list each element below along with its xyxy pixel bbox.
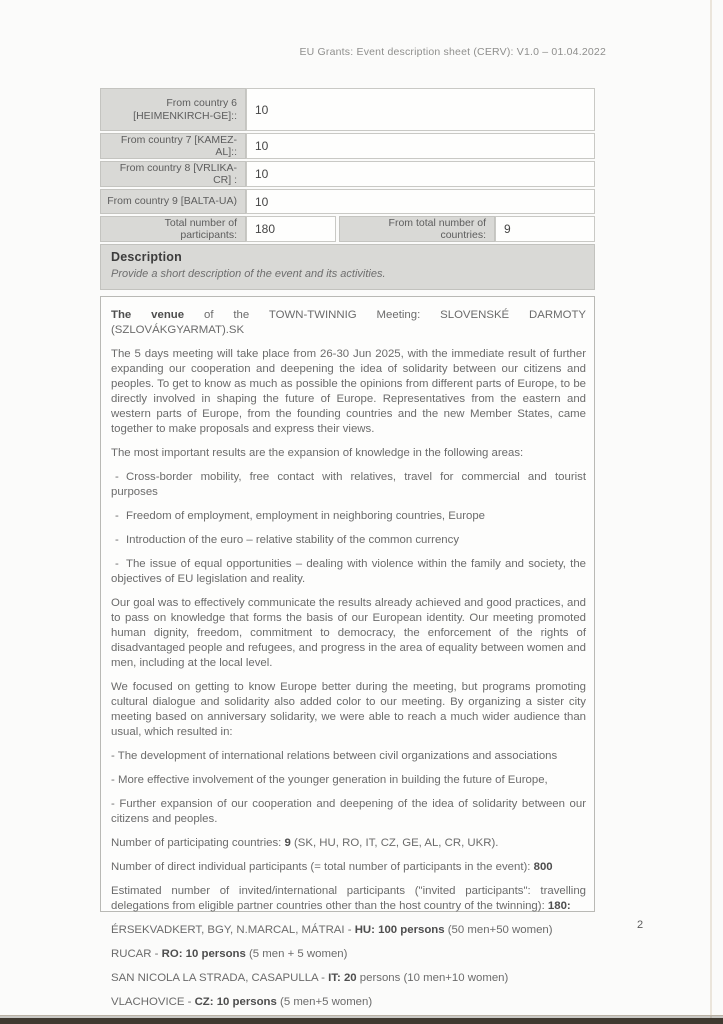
total-countries-value: 9 [495, 216, 595, 242]
paragraph: The most important results are the expansion of knowledge in the following areas: [111, 447, 524, 459]
table-row-country-7 [100, 133, 595, 159]
row-value: 10 [246, 189, 595, 214]
paragraph: The venue of the TOWN-TWINNIG Meeting: SLOVENSKÉ DARMOTY (SZLOVÁKGYARMAT).SK [111, 309, 586, 336]
scan-edge-bottom [0, 1015, 723, 1024]
description-header [100, 244, 595, 290]
paragraph: We focused on getting to know Europe better during the meeting, but programs promoting cultural dialogue and solidarity also added color to our meeting. By organizing a sister city meeting based on anniversary solidarity, we were able to reach a much wider audience than usual, which resulted in: [111, 681, 586, 738]
table-row-country-8 [100, 161, 595, 187]
paragraph: Estimated number of invited/international participants ("invited participants": travelling delegations from eligible partner countries other than the host country of the twinning): 180: [111, 885, 586, 912]
participants-table [100, 88, 595, 244]
paragraph: The 5 days meeting will take place from 26-30 Jun 2025, with the immediate result of further expanding our cooperation and deepening the idea of solidarity between our citizens and peoples. To get to know as much as possible the opinions from different parts of Europe, to be directly involved in shaping the future of Europe. Representatives from the eastern and western parts of Europe, from the founding countries and the new Member States, came together to make proposals and express their views. [111, 348, 586, 435]
table-row-country-9 [100, 189, 595, 214]
description-title: Description [111, 250, 182, 264]
paragraph: - Cross-border mobility, free contact with relatives, travel for commercial and tourist purposes [111, 471, 586, 498]
table-row-totals [100, 216, 595, 242]
row-label: From country 6 [HEIMENKIRCH-GE]:: [100, 88, 246, 131]
paragraph: - The development of international relations between civil organizations and associations [111, 750, 558, 762]
scan-edge-right [710, 0, 712, 1024]
total-participants-label: Total number of participants: [100, 216, 246, 242]
paragraph: RUCAR - RO: 10 persons (5 men + 5 women) [111, 948, 348, 960]
row-value: 10 [246, 133, 595, 159]
paragraph: SAN NICOLA LA STRADA, CASAPULLA - IT: 20 persons (10 men+10 women) [111, 972, 509, 984]
paragraph: - Further expansion of our cooperation and deepening of the idea of solidarity between our citizens and peoples. [111, 798, 586, 825]
table-row-country-6 [100, 88, 595, 131]
paragraph: - The issue of equal opportunities – dealing with violence within the family and society, the objectives of EU legislation and reality. [111, 558, 586, 585]
paragraph: - Freedom of employment, employment in neighboring countries, Europe [115, 510, 485, 522]
page-number: 2 [636, 919, 644, 931]
row-value: 10 [246, 161, 595, 187]
description-body [100, 296, 595, 1008]
paragraph: Number of participating countries: 9 (SK, HU, RO, IT, CZ, GE, AL, CR, UKR). [111, 837, 499, 849]
paragraph: VLACHOVICE - CZ: 10 persons (5 men+5 women) [111, 996, 373, 1008]
row-label: From country 9 [BALTA-UA) [100, 189, 246, 214]
row-label: From country 8 [VRLIKA-CR] : [100, 161, 246, 187]
paragraph: Number of direct individual participants (= total number of participants in the event): 800 [111, 861, 553, 873]
total-participants-value: 180 [246, 216, 336, 242]
paragraph: Our goal was to effectively communicate the results already achieved and good practices, and to pass on knowledge that forms the basis of our European identity. Our meeting promoted human dignity, freedom, commitment to democracy, the enforcement of the rights of disadvantaged people and refugees, and progress in the area of equality between women and men, including at the local level. [111, 597, 586, 669]
row-label: From country 7 [KAMEZ-AL]:: [100, 133, 246, 159]
total-countries-label: From total number of countries: [339, 216, 495, 242]
row-value: 10 [246, 88, 595, 131]
paragraph: - Introduction of the euro – relative stability of the common currency [115, 534, 460, 546]
document-header-note: EU Grants: Event description sheet (CERV): V1.0 – 01.04.2022 [299, 46, 606, 58]
description-subtitle: Provide a short description of the event and its activities. [111, 268, 386, 280]
paragraph: ÉRSEKVADKERT, BGY, N.MARCAL, MÁTRAI - HU: 100 persons (50 men+50 women) [111, 924, 553, 936]
paragraph: - More effective involvement of the younger generation in building the future of Europe, [111, 774, 548, 786]
